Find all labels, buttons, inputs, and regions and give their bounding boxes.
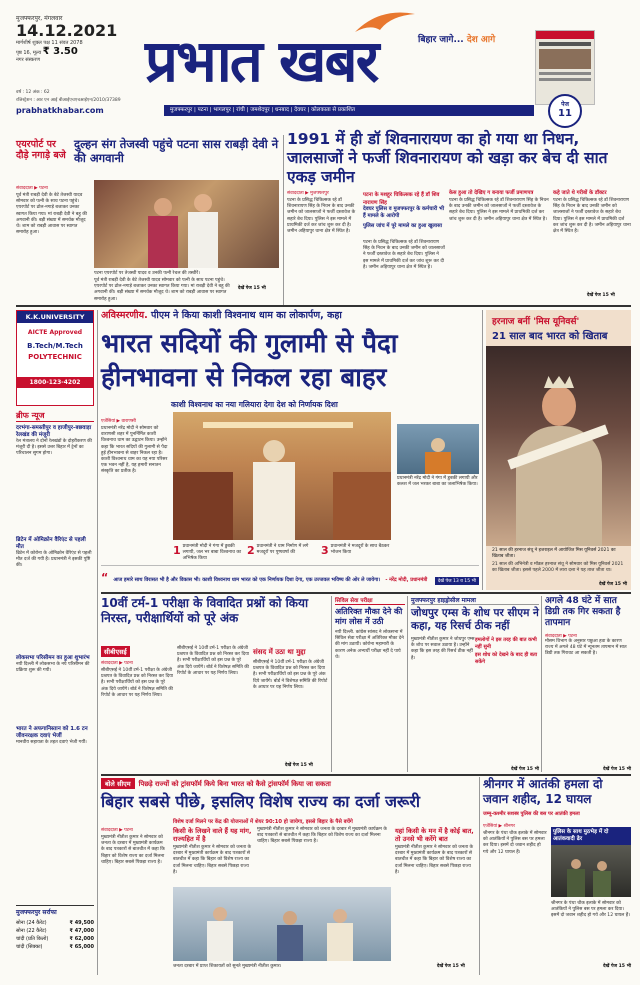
- price: ₹ 3.50: [42, 46, 78, 57]
- srinagar-bullet: जम्मू-कश्मीर सशस्त्र पुलिस की बस पर आतंकी हमला: [483, 811, 580, 817]
- brief-body: रेल मंत्रालय ने दोनों रेलखंडों के दोहरीकरण की मंजूरी दी है। इससे उत्तर बिहार में ट्रेनों का परिचालन सुगम होगा।: [16, 439, 92, 457]
- quote-icon: “: [101, 571, 109, 584]
- page-number-badge: [548, 94, 582, 128]
- bihar-kicker: पिछड़े राज्यों को ट्रांसफॉर्म किये बिना भारत को कैसे ट्रांसफॉर्म किया जा सकता: [138, 779, 331, 788]
- bihar-headline[interactable]: बिहार सबसे पीछे, इसलिए विशेष राज्य का दर्जा जरूरी: [101, 792, 421, 811]
- aiims-bullets: [475, 637, 539, 665]
- market-row: [16, 927, 94, 935]
- price-line: [16, 46, 136, 57]
- bullet-item: देवघर पुलिस व मुजफ्फरपुर के कर्मचारी भी हैं मामले के आरोपी: [363, 206, 445, 219]
- page-label: पेज: [561, 101, 569, 108]
- numbered-points: [173, 544, 391, 562]
- nav-item[interactable]: कोलकाता से प्रकाशित: [311, 107, 355, 113]
- brief-item: [16, 537, 94, 651]
- main-quote: [101, 565, 479, 585]
- market-row: [16, 943, 94, 951]
- ad-course-2: POLYTECHNIC: [28, 353, 82, 361]
- civil-services-story: [335, 596, 405, 772]
- point-text: प्रधानमंत्री मोदी ने गंगा में डुबकी लगायी, जल भर बाबा विश्वनाथ का अभिषेक किया: [182, 544, 242, 561]
- aiims-story: [411, 596, 539, 772]
- point-text: प्रधानमंत्री ने धाम निर्माण में लगे मजदूरों पर पुष्पवर्षा की: [256, 544, 309, 555]
- exam-subhead: संसद में उठा था मुद्दा: [253, 648, 306, 656]
- market-row: [16, 935, 94, 943]
- exam-body-1: सीबीएसई ने 10वीं टर्म-1 परीक्षा के अंग्रेजी प्रश्नपत्र के विवादित प्रश्न को निरस्त कर दिया है। सभी परीक्षार्थियों को इस प्रश्न के पूरे अंक दिये जायेंगे। बोर्ड ने विशेषज्ञ समिति की रिपोर्ट के आधार पर यह निर्णय लिया।: [101, 668, 173, 698]
- point-text: प्रधानमंत्री ने मजदूरों के साथ बैठकर भोजन किया: [330, 544, 390, 555]
- continue-link[interactable]: देखें पेज 15 भी: [599, 582, 627, 587]
- website[interactable]: prabhatkhabar.com: [16, 106, 104, 115]
- brief-head[interactable]: लोकसभा परिसीमन का हुआ शुभारंभ: [16, 655, 90, 661]
- srinagar-photo: [551, 845, 631, 897]
- edition: नगर संस्करण: [16, 57, 41, 63]
- srinagar-story: [483, 777, 631, 977]
- main-headline-line-2[interactable]: हीनभावना से निकल रहा बाहर: [101, 363, 387, 393]
- bihar-body-1: मुख्यमंत्री नीतीश कुमार ने सोमवार को जनता के दरबार में मुख्यमंत्री कार्यक्रम के बाद पत्रकारों से बातचीत में कहा कि बिहार को विशेष राज्य का दर्जा मिलना चाहिए। बिहार सबसे पिछड़ा राज्य है।: [101, 835, 165, 865]
- byline: एजेंसियां ▶ वाराणसी: [101, 419, 136, 424]
- sub-head-2: केस हुआ तो देखिए ग बनाया फर्जी प्रमाणपत्र: [449, 190, 534, 196]
- brief-body: नयी दिल्ली में लोकसभा के नये परिसीमन की प्रक्रिया शुरू की गयी।: [16, 662, 90, 674]
- continue-link[interactable]: देखें पेज 15 भी: [603, 964, 631, 969]
- lead-body-4: पटना के प्रसिद्ध चिकित्सक रहे डॉ शिवनारायण सिंह के निधन के बाद उनकी जमीन को जालसाजों ने फर्जी दस्तावेज के सहारे बेच दिया। पुलिस ने इस मामले में प्राथमिकी दर्ज कर जांच शुरू कर दी है। जमीन अहियापुर थाना क्षेत्र में स्थित है।: [553, 198, 631, 235]
- market-title: मुजफ्फरपुर सर्राफा: [16, 909, 57, 916]
- quote-text: आज हमारे साथ विरासत भी है और विकास भी। काशी विश्वनाथ धाम भारत को एक निर्णायक दिशा देगा, एक उज्जवल भविष्य की ओर ले जायेगा।: [113, 577, 381, 583]
- photo-caption-banner: काशी विश्वनाथ का नया गलियारा देगा देश को निर्णायक दिशा: [171, 400, 338, 409]
- market-value: ₹ 65,000: [69, 944, 94, 950]
- brief-body: ब्रिटेन में कोरोना के ओमिक्रोन वैरिएंट से पहली मौत दर्ज की गयी है। प्रधानमंत्री ने इसकी पुष्टि की।: [16, 551, 92, 569]
- main-story: [101, 308, 479, 564]
- bihar-body-4: मुख्यमंत्री नीतीश कुमार ने सोमवार को जनता के दरबार में मुख्यमंत्री कार्यक्रम के बाद पत्रकारों से बातचीत में कहा कि बिहार को विशेष राज्य का दर्जा मिलना चाहिए। बिहार सबसे पिछड़ा राज्य है।: [395, 845, 474, 875]
- continue-link[interactable]: देखें पेज 15 भी: [603, 767, 631, 772]
- nav-item[interactable]: जमशेदपुर: [250, 107, 270, 113]
- brief-title: ब्रीफ न्यूज: [16, 410, 94, 422]
- volume: वर्ष : 12 अंक : 62: [16, 90, 50, 95]
- byline: संवाददाता ▶ पटना: [101, 661, 133, 666]
- airport-badge: एयरपोर्ट पर दौड़े नगाड़े बजे: [16, 139, 66, 161]
- aiims-body: मुख्यमंत्री नीतीश कुमार ने जोधपुर एम्स के शोध पर सवाल उठाया है। उन्होंने कहा कि इस तरह की रिसर्च ठीक नहीं है।: [411, 637, 475, 661]
- photo-caption: पटना एयरपोर्ट पर तेजस्वी यादव व उनकी पत्नी रेचल की तस्वीरें।: [94, 271, 200, 276]
- continue-link[interactable]: देखें पेज 15 भी: [285, 763, 313, 768]
- tejaswi-photo: [94, 180, 279, 268]
- nav-item[interactable]: धनबाद: [274, 107, 289, 113]
- tagline-part-b: देश आगे: [466, 35, 496, 45]
- aiims-tag: मुजफ्फरपुर हाइड्रोसील मामला: [411, 596, 539, 605]
- civil-headline[interactable]: अतिरिक्त मौका देने की मांग लोस में उठी: [335, 607, 403, 626]
- bullet-item: इस शोध को देखने के बाद ही बता सकेंगे: [475, 652, 538, 665]
- bullet-item: पुलिस जांच में पूरे मामले का हुआ खुलासा: [363, 223, 443, 229]
- continue-link[interactable]: देखें पेज 15 भी: [587, 293, 615, 298]
- ad-course-1: B.Tech/M.Tech: [27, 342, 83, 350]
- story-body: पूर्व मंत्री राबड़ी देवी के बेटे तेजस्वी यादव सोमवार को पत्नी के साथ पटना पहुंचे। एयरपोर्ट पर ढोल-नगाड़े बजाकर उनका स्वागत किया गया। मां राबड़ी देवी ने बहू की अगवानी की। बड़ी संख्या में समर्थक मौजूद थे। शाम को राबड़ी आवास पर स्वागत समारोह हुआ।: [16, 193, 87, 236]
- lead-bullets: [363, 206, 445, 230]
- exam-tag: सीबीएसई: [101, 646, 130, 657]
- lead-body-1: पटना के प्रसिद्ध चिकित्सक रहे डॉ शिवनारायण सिंह के निधन के बाद उनकी जमीन को जालसाजों ने फर्जी दस्तावेज के सहारे बेच दिया। पुलिस ने इस मामले में प्राथमिकी दर्ज कर जांच शुरू कर दी है। जमीन अहियापुर थाना क्षेत्र में स्थित है।: [287, 198, 356, 235]
- issue-date: 14.12.2021: [16, 21, 118, 40]
- point-item: [173, 544, 243, 562]
- city-day: मुजफ्फरपुर, मंगलवार: [16, 15, 63, 22]
- exam-story: [101, 596, 329, 771]
- nav-item[interactable]: भागलपुर: [213, 107, 231, 113]
- byline: एजेंसियां ▶ श्रीनगर: [483, 824, 516, 829]
- exam-body-2: सीबीएसई ने 10वीं टर्म-1 परीक्षा के अंग्रेजी प्रश्नपत्र के विवादित प्रश्न को निरस्त कर दिया है। सभी परीक्षार्थियों को इस प्रश्न के पूरे अंक दिये जायेंगे। बोर्ड ने विशेषज्ञ समिति की रिपोर्ट के आधार पर यह निर्णय लिया।: [177, 646, 249, 676]
- main-body: प्रधानमंत्री नरेंद्र मोदी ने सोमवार को वाराणसी शहर में पुनर्निर्मित काशी विश्वनाथ धाम का उद्घाटन किया। उन्होंने कहा कि भारत सदियों की गुलामी से पैदा हुई हीनभावना से बाहर निकल रहा है। काशी विश्वनाथ धाम का यह नया परिसर एक भवन नहीं है, यह हमारी सनातन संस्कृति का प्रतीक है।: [101, 426, 168, 475]
- logo[interactable]: प्रभात खबर: [145, 27, 378, 95]
- logo-bird-icon: [350, 2, 420, 44]
- continue-link[interactable]: देखें पेज 15 भी: [238, 286, 266, 291]
- point-number: 1: [173, 544, 181, 557]
- bihar-kicker-row: [101, 777, 476, 789]
- ad-sub: AICTE Approved: [27, 329, 83, 336]
- quote-by: - नरेंद्र मोदी, प्रधानमंत्री: [385, 577, 428, 583]
- page-number: 11: [558, 108, 572, 119]
- tagline: [418, 32, 495, 45]
- bihar-body-3: मुख्यमंत्री नीतीश कुमार ने सोमवार को जनता के दरबार में मुख्यमंत्री कार्यक्रम के बाद पत्रकारों से बातचीत में कहा कि बिहार को विशेष राज्य का दर्जा मिलना चाहिए। बिहार सबसे पिछड़ा राज्य है।: [257, 827, 387, 845]
- tagline-part-a: बिहार जागे...: [418, 35, 464, 45]
- sub-head-3: कहे जाते थे गरीबों के डॉक्टर: [553, 190, 607, 196]
- byline: संवाददाता ▶ पटना: [16, 186, 48, 191]
- market-rates: [16, 905, 94, 973]
- main-kicker: [101, 308, 479, 321]
- pages-price-label: पृष्ठ 16, मूल्य: [16, 50, 42, 56]
- point-item: [321, 544, 391, 562]
- market-label: सोना (24 कैरेट): [16, 920, 47, 926]
- srinagar-body-2: श्रीनगर के पंथा चौक इलाके में सोमवार को आतंकियों ने पुलिस बस पर हमला कर दिया। इसमें दो जवान शहीद हो गये और 12 घायल हैं।: [551, 901, 630, 919]
- photo-caption: जनता दरबार में प्राप्त शिकायतों को सुनते मुख्यमंत्री नीतीश कुमार।: [173, 964, 282, 969]
- hindi-date: मार्गशीर्ष शुक्ल पक्ष 11 संवत 2078: [16, 40, 83, 46]
- point-number: 3: [321, 544, 329, 557]
- brief-item: [16, 655, 94, 722]
- story-headline[interactable]: दुल्हन संग तेजस्वी पहुंचे पटना सास राबड़ी देवी ने की अगवानी: [74, 137, 279, 165]
- mu-headline[interactable]: 21 साल बाद भारत को खिताब: [492, 331, 608, 342]
- bihar-tag: बोले सीएम: [101, 778, 135, 789]
- nav-item[interactable]: मुजफ्फरपुर: [170, 107, 193, 113]
- market-label: सोना (22 कैरेट): [16, 928, 47, 934]
- bihar-subhead: विशेष दर्जा मिलने पर केंद्र की योजनाओं में शेयर 90:10 हो जायेगा, इससे बिहार के पैसे बचेंगे: [173, 819, 353, 825]
- brief-item: [16, 726, 94, 800]
- bihar-body-2: मुख्यमंत्री नीतीश कुमार ने सोमवार को जनता के दरबार में मुख्यमंत्री कार्यक्रम के बाद पत्रकारों से बातचीत में कहा कि बिहार को विशेष राज्य का दर्जा मिलना चाहिए। बिहार सबसे पिछड़ा राज्य है।: [173, 845, 252, 875]
- brief-head[interactable]: भारत ने अफगानिस्तान को 1.6 टन जीवनरक्षक दवाएं भेजीं: [16, 726, 88, 739]
- lead-top-story: [287, 130, 631, 302]
- brief-body: मानवीय सहायता के तहत दवाएं भेजी गयीं।: [16, 740, 87, 745]
- masthead: [0, 0, 640, 150]
- miss-universe-story: [486, 310, 631, 590]
- point-number: 2: [247, 544, 255, 557]
- lead-body-2: पटना के प्रसिद्ध चिकित्सक रहे डॉ शिवनारायण सिंह के निधन के बाद उनकी जमीन को जालसाजों ने फर्जी दस्तावेज के सहारे बेच दिया। पुलिस ने इस मामले में प्राथमिकी दर्ज कर जांच शुरू कर दी है। जमीन अहियापुर थाना क्षेत्र में स्थित है।: [363, 240, 445, 270]
- market-label: चांदी (प्रति किलो): [16, 936, 49, 942]
- market-value: ₹ 49,500: [69, 920, 94, 926]
- byline: संवाददाता ▶ पटना: [545, 634, 577, 639]
- sub-head-1: पटना के मशहूर चिकित्सक रहे हैं डॉ शिव नारायण सिंह: [363, 192, 440, 206]
- kicker-text: पीएम ने किया काशी विश्वनाथ धाम का लोकार्पण, कहा: [151, 310, 342, 321]
- civil-tag: सिविल सेवा परीक्षा: [335, 596, 405, 605]
- market-value: ₹ 62,000: [69, 936, 94, 942]
- edition-nav: मुजफ्फरपुर | पटना | भागलपुर | रांची | जमशेदपुर | धनबाद | देवघर | कोलकाता से प्रकाशित: [164, 105, 534, 116]
- modi-ganga-dip-photo: [397, 424, 479, 474]
- kicker-highlight: अविस्मरणीय.: [101, 310, 148, 321]
- lead-body-3: पटना के प्रसिद्ध चिकित्सक रहे डॉ शिवनारायण सिंह के निधन के बाद उनकी जमीन को जालसाजों ने फर्जी दस्तावेज के सहारे बेच दिया। पुलिस ने इस मामले में प्राथमिकी दर्ज कर जांच शुरू कर दी है। जमीन अहियापुर थाना क्षेत्र में स्थित है।: [449, 198, 549, 222]
- weather-headline[interactable]: अगले 48 घंटे में सात डिग्री तक गिर सकता है तापमान: [545, 596, 621, 628]
- mu-caption: 21 साल की हरनाज संधू ने इजराइल में आयोजित मिस यूनिवर्स 2021 का खिताब जीता।: [492, 548, 616, 559]
- nav-item[interactable]: रांची: [236, 107, 245, 113]
- story-body-2: पूर्व मंत्री राबड़ी देवी के बेटे तेजस्वी यादव सोमवार को पत्नी के साथ पटना पहुंचे। एयरपोर्ट पर ढोल-नगाड़े बजाकर उनका स्वागत किया गया। मां राबड़ी देवी ने बहू की अगवानी की। बड़ी संख्या में समर्थक मौजूद थे। शाम को राबड़ी आवास पर स्वागत समारोह हुआ।: [94, 278, 230, 302]
- kk-university-ad[interactable]: [16, 310, 94, 406]
- brief-head[interactable]: दरभंगा-समस्तीपुर व हाजीपुर-बछवाड़ा रेलखंड की मंजूरी: [16, 425, 92, 438]
- janata-darbar-photo: [173, 887, 391, 961]
- col-head-1: किसी के लिखने वाले हैं यह मांग, राज्यहित में है: [173, 827, 252, 843]
- exam-body-3: सीबीएसई ने 10वीं टर्म-1 परीक्षा के अंग्रेजी प्रश्नपत्र के विवादित प्रश्न को निरस्त कर दिया है। सभी परीक्षार्थियों को इस प्रश्न के पूरे अंक दिये जायेंगे। बोर्ड ने विशेषज्ञ समिति की रिपोर्ट के आधार पर यह निर्णय लिया।: [253, 660, 328, 690]
- civil-body: नयी दिल्ली. कांग्रेस सांसद ने लोकसभा में सिविल सेवा परीक्षा में अतिरिक्त मौका देने की मांग उठायी। कोरोना महामारी के कारण अनेक अभ्यर्थी परीक्षा नहीं दे पाये थे।: [335, 630, 404, 660]
- continue-link[interactable]: देखें पेज 15 भी: [511, 767, 539, 772]
- point-item: [247, 544, 317, 562]
- lead-headline[interactable]: 1991 में ही डॉ शिवनारायण का हो गया था निधन, जालसाजों ने फर्जी शिवनारायण को खड़ा कर बेच दी सात एकड़ जमीन: [287, 130, 608, 186]
- continue-link[interactable]: देखें पेज 15 भी: [437, 964, 465, 969]
- brief-item: [16, 425, 94, 533]
- continue-link[interactable]: देखें पेज 13 व 15 भी: [435, 577, 479, 585]
- registration: रजिस्ट्रेशन : आर एन आई बीआईएचएचआईएन/2010/37389: [16, 98, 121, 103]
- brief-news: [16, 410, 94, 875]
- bullet-item: हमलोगों ने इस तरह की बात कभी नहीं सुनी: [475, 637, 537, 650]
- harnaaz-photo: [486, 346, 631, 546]
- top-left-story: [16, 135, 280, 300]
- col-head-2: यहां किसी के मन में है कोई बात, तो उनसे भी करेंगे बात: [395, 827, 474, 843]
- exam-headline[interactable]: 10वीं टर्म-1 परीक्षा के विवादित प्रश्नों को किया निरस्त, परीक्षार्थियों को पूरे अंक: [101, 596, 309, 625]
- mu-body: 21 साल की अभिनेत्री व मॉडल हरनाज संधू ने सोमवार को मिस यूनिवर्स 2021 का खिताब जीता। इससे पहले 2000 में लारा दत्ता ने यह ताज जीता था।: [492, 562, 624, 573]
- main-headline-line-1[interactable]: भारत सदियों की गुलामी से पैदा: [101, 329, 398, 359]
- side-caption: प्रधानमंत्री नरेंद्र मोदी ने गंगा में डुबकी लगायी और कलश में जल भरकर बाबा का जलाभिषेक किया।: [397, 476, 478, 487]
- weather-body: मौसम विभाग के अनुसार पछुआ हवा के कारण राज्य में अगले 48 घंटे में न्यूनतम तापमान में सात डिग्री तक गिरावट आ सकती है।: [545, 639, 627, 657]
- byline: संवाददाता ▶ मुजफ्फरपुर: [287, 191, 329, 196]
- modi-ganga-photo: [173, 412, 391, 540]
- ad-phone[interactable]: 1800-123-4202: [17, 377, 93, 388]
- aiims-headline[interactable]: जोधपुर एम्स के शोध पर सीएम ने कहा, यह रिसर्च ठीक नहीं: [411, 607, 539, 632]
- byline: संवाददाता ▶ पटना: [101, 828, 133, 833]
- bihar-status-story: [101, 777, 476, 977]
- nav-item[interactable]: पटना: [197, 107, 209, 113]
- nav-item[interactable]: देवघर: [294, 107, 306, 113]
- market-value: ₹ 47,000: [69, 928, 94, 934]
- dateline: [16, 14, 136, 63]
- encounter-caption: पुलिस के साथ मुठभेड़ में दो आतंकवादी ढेर: [551, 827, 631, 845]
- ad-title: K.K.UNIVERSITY: [17, 311, 93, 323]
- market-label: चांदी (सिक्का): [16, 944, 43, 950]
- weather-story: [545, 596, 631, 772]
- mu-kicker: हरनाज बनीं 'मिस यूनिवर्स': [492, 317, 580, 327]
- srinagar-body-1: श्रीनगर के पंथा चौक इलाके में सोमवार को आतंकियों ने पुलिस बस पर हमला कर दिया। इसमें दो जवान शहीद हो गये और 12 घायल हैं।: [483, 831, 547, 855]
- brief-head[interactable]: ब्रिटेन में ओमिक्रोन वैरिएंट से पहली मौत: [16, 537, 86, 550]
- srinagar-headline[interactable]: श्रीनगर में आतंकी हमला दो जवान शहीद, 12 घायल: [483, 777, 603, 806]
- market-row: [16, 919, 94, 927]
